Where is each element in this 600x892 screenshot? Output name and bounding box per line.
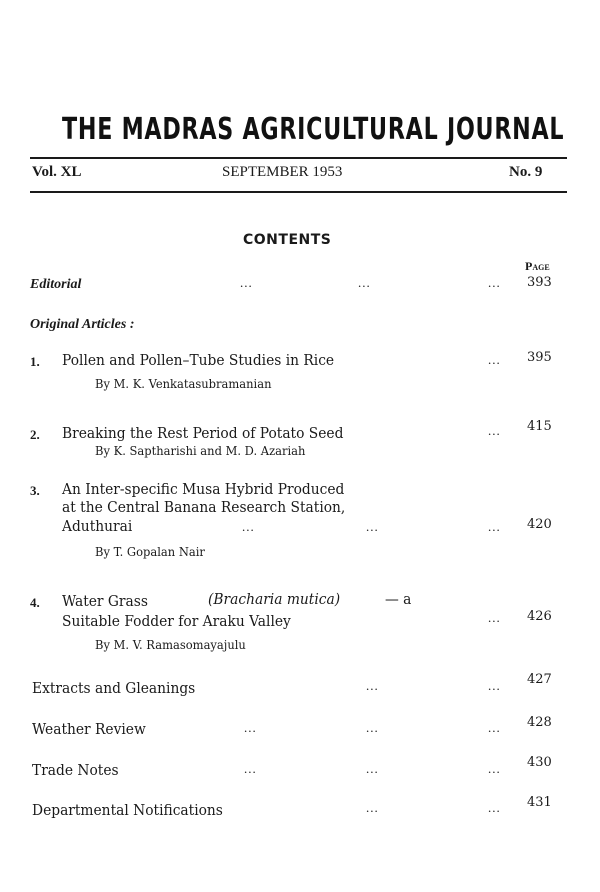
toc-article-title-line[interactable]: — a	[385, 590, 412, 608]
article-number: 4.	[30, 595, 40, 610]
leader-dots: ...	[366, 678, 379, 693]
toc-article-title-species[interactable]: (Bracharia mutica)	[208, 590, 341, 608]
toc-section[interactable]: Trade Notes	[32, 761, 119, 779]
journal-title: THE MADRAS AGRICULTURAL JOURNAL	[62, 112, 565, 147]
leader-dots: ...	[366, 519, 379, 534]
header-bottom-rule	[30, 191, 567, 193]
page-number: 428	[527, 715, 552, 730]
toc-article-title-line[interactable]: Water Grass	[62, 592, 148, 610]
page-column-label: Page	[525, 259, 550, 273]
toc-article-title-line[interactable]: Aduthurai	[62, 517, 133, 535]
contents-heading: CONTENTS	[243, 232, 332, 248]
toc-article-title[interactable]: Breaking the Rest Period of Potato Seed	[62, 424, 344, 442]
toc-article-title-line[interactable]: at the Central Banana Research Station,	[62, 498, 346, 516]
toc-article-title[interactable]: Pollen and Pollen–Tube Studies in Rice	[62, 351, 335, 369]
leader-dots: ...	[488, 610, 501, 625]
leader-dots: ...	[488, 423, 501, 438]
toc-article-title-line[interactable]: Suitable Fodder for Araku Valley	[62, 612, 291, 630]
article-author: By T. Gopalan Nair	[95, 544, 205, 559]
article-number: 3.	[30, 483, 40, 498]
article-author: By M. V. Ramasomayajulu	[95, 637, 246, 652]
leader-dots: ...	[244, 761, 257, 776]
leader-dots: ...	[358, 275, 371, 290]
leader-dots: ...	[488, 800, 501, 815]
toc-section[interactable]: Extracts and Gleanings	[32, 679, 196, 697]
leader-dots: ...	[488, 678, 501, 693]
header-top-rule	[30, 157, 567, 159]
leader-dots: ...	[488, 720, 501, 735]
leader-dots: ...	[240, 275, 253, 290]
volume-label: Vol. XL	[32, 164, 82, 180]
leader-dots: ...	[488, 275, 501, 290]
issue-number: No. 9	[509, 164, 543, 180]
article-number: 1.	[30, 354, 40, 369]
leader-dots: ...	[488, 761, 501, 776]
page-number: 431	[527, 795, 552, 810]
page-number: 420	[527, 517, 552, 532]
page-number: 393	[527, 275, 552, 290]
toc-editorial[interactable]: Editorial	[30, 277, 82, 292]
article-author: By K. Saptharishi and M. D. Azariah	[95, 443, 306, 458]
page-number: 395	[527, 350, 552, 365]
leader-dots: ...	[488, 519, 501, 534]
leader-dots: ...	[244, 720, 257, 735]
article-number: 2.	[30, 427, 40, 442]
article-author: By M. K. Venkatasubramanian	[95, 376, 272, 391]
toc-section[interactable]: Weather Review	[32, 720, 146, 738]
page-number: 427	[527, 672, 552, 687]
page-number: 430	[527, 755, 552, 770]
leader-dots: ...	[488, 352, 501, 367]
leader-dots: ...	[366, 720, 379, 735]
page-number: 426	[527, 609, 552, 624]
page-number: 415	[527, 419, 552, 434]
leader-dots: ...	[366, 761, 379, 776]
leader-dots: ...	[242, 519, 255, 534]
toc-article-title-line[interactable]: An Inter-specific Musa Hybrid Produced	[62, 480, 345, 498]
issue-date: SEPTEMBER 1953	[222, 164, 343, 180]
original-articles-label: Original Articles :	[30, 317, 135, 332]
toc-section[interactable]: Departmental Notifications	[32, 801, 223, 819]
leader-dots: ...	[366, 800, 379, 815]
